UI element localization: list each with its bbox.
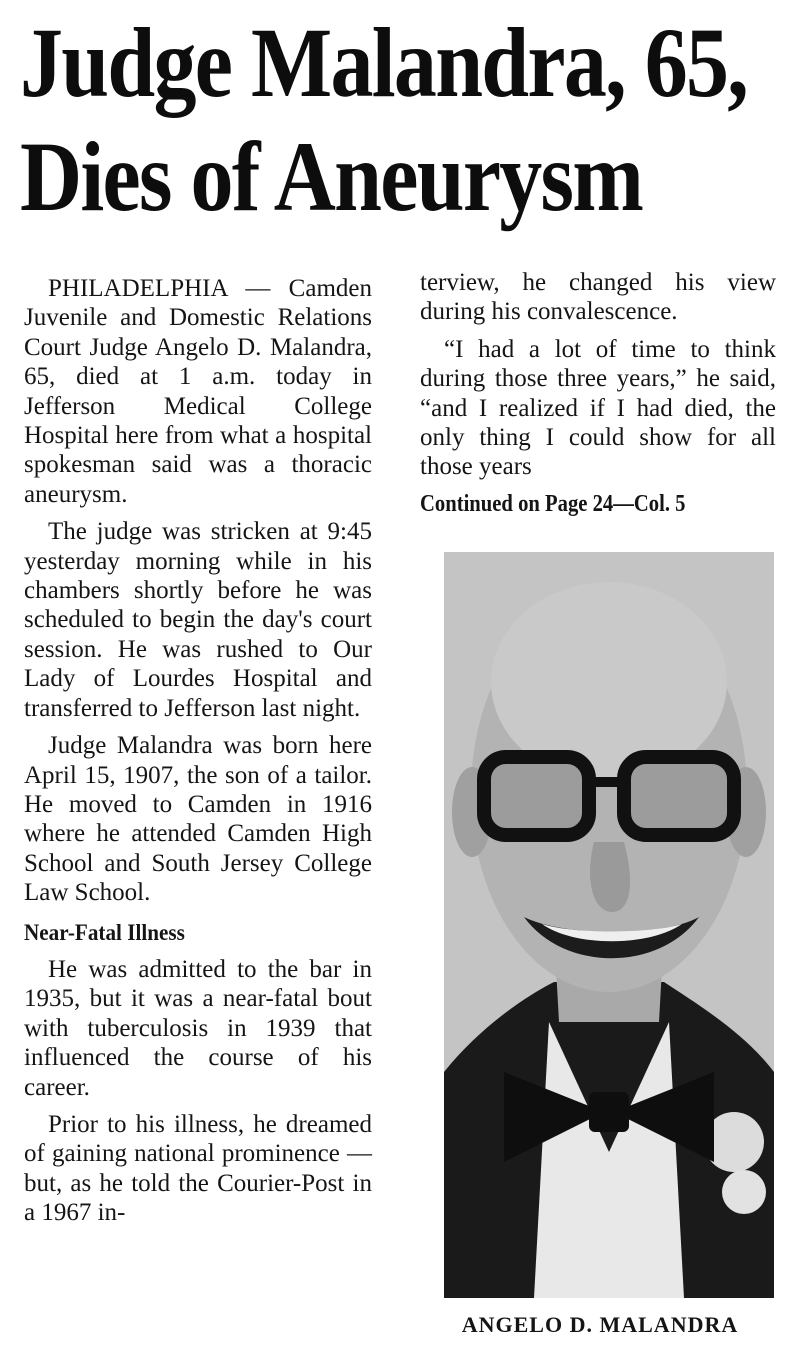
photo-caption: ANGELO D. MALANDRA <box>461 1312 739 1337</box>
article-paragraph: Prior to his illness, he dreamed of gaining national prominence — but, as he told the Courier-Post in a 1967 in- <box>24 1110 372 1227</box>
article-paragraph: PHILADELPHIA — Camden Juvenile and Domestic Relations Court Judge Angelo D. Malandra, 65, died at 1 a.m. today in Jefferson Medical College Hospital here from what a hospital spokesman said was a thoracic aneurysm. <box>24 275 372 508</box>
article-paragraph: The judge was stricken at 9:45 yesterday morning while in his chambers shortly before he was scheduled to begin the day's court session. He was rushed to Our Lady of Lourdes Hospital and transferred to Jefferson last night. <box>24 518 372 722</box>
article-paragraph: He was admitted to the bar in 1935, but it was a near-fatal bout with tuberculosis in 1939 that influenced the course of his career. <box>24 955 372 1101</box>
article-paragraph: Judge Malandra was born here April 15, 1907, the son of a tailor. He moved to Camden in 1916 where he attended Camden High School and South Jersey College Law School. <box>24 732 372 907</box>
portrait-image <box>444 552 774 1298</box>
headline <box>20 6 748 234</box>
headline-line-1: Judge Malandra, 65, <box>20 7 748 118</box>
article-paragraph: terview, he changed his view during his convalescence. <box>420 269 776 326</box>
continued-line: Continued on Page 24—Col. 5 <box>420 490 686 517</box>
section-subhead: Near-Fatal Illness <box>24 919 185 945</box>
headline-line-2: Dies of Aneurysm <box>20 121 643 232</box>
article-left-column <box>24 274 372 1236</box>
portrait-photo <box>444 552 774 1298</box>
article-right-column <box>420 268 776 519</box>
article-paragraph: “I had a lot of time to think during those three years,” he said, “and I realized if I had died, the only thing I could show for all those years <box>420 335 776 481</box>
